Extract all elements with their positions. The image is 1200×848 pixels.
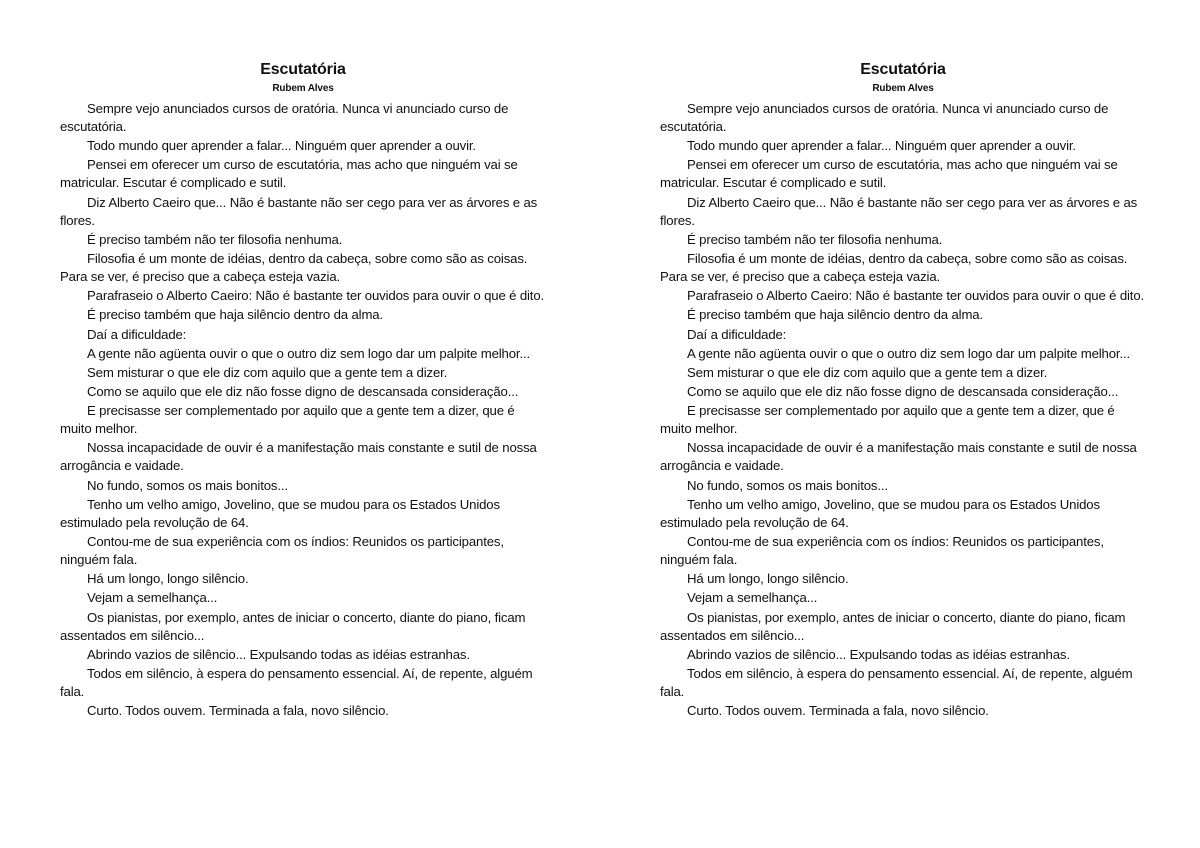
paragraph: Daí a dificuldade: <box>87 326 187 342</box>
paragraph: É preciso também que haja silêncio dentro da alma. <box>87 307 383 323</box>
document-body <box>60 100 546 720</box>
paragraph: É preciso também não ter filosofia nenhuma. <box>687 231 943 247</box>
paragraph: Parafraseio o Alberto Caeiro: Não é bastante ter ouvidos para ouvir o que é dito. <box>87 288 545 304</box>
paragraph: Filosofia é um monte de idéias, dentro da cabeça, sobre como são as coisas. Para se ver, é preciso que a cabeça esteja vazia. <box>660 250 1128 284</box>
paragraph: É preciso também que haja silêncio dentro da alma. <box>687 307 983 323</box>
paragraph: Curto. Todos ouvem. Terminada a fala, novo silêncio. <box>87 703 389 719</box>
paragraph: Sempre vejo anunciados cursos de oratória. Nunca vi anunciado curso de escutatória. <box>60 101 509 134</box>
paragraph: Pensei em oferecer um curso de escutatória, mas acho que ninguém vai se matricular. Escutar é complicado e sutil. <box>60 157 518 191</box>
paragraph: Há um longo, longo silêncio. <box>87 571 249 587</box>
paragraph: Filosofia é um monte de idéias, dentro da cabeça, sobre como são as coisas. Para se ver, é preciso que a cabeça esteja vazia. <box>60 250 528 284</box>
paragraph: Tenho um velho amigo, Jovelino, que se mudou para os Estados Unidos estimulado pela revolução de 64. <box>660 496 1100 530</box>
paragraph: Todos em silêncio, à espera do pensamento essencial. Aí, de repente, alguém fala. <box>60 665 533 699</box>
paragraph: Diz Alberto Caeiro que... Não é bastante não ser cego para ver as árvores e as flores. <box>60 194 538 228</box>
paragraph: Como se aquilo que ele diz não fosse digno de descansada consideração... <box>87 384 519 400</box>
document-author: Rubem Alves <box>872 83 934 94</box>
page-left <box>60 60 546 721</box>
paragraph: Abrindo vazios de silêncio... Expulsando todas as idéias estranhas. <box>87 646 470 662</box>
paragraph: Curto. Todos ouvem. Terminada a fala, novo silêncio. <box>687 703 989 719</box>
paragraph: Abrindo vazios de silêncio... Expulsando todas as idéias estranhas. <box>687 646 1070 662</box>
paragraph: Contou-me de sua experiência com os índios: Reunidos os participantes, ninguém fala. <box>660 534 1104 567</box>
paragraph: A gente não agüenta ouvir o que o outro diz sem logo dar um palpite melhor... <box>87 345 530 361</box>
paragraph: Nossa incapacidade de ouvir é a manifestação mais constante e sutil de nossa arrogância e vaidade. <box>660 440 1137 474</box>
document-title: Escutatória <box>260 61 346 78</box>
paragraph: Os pianistas, por exemplo, antes de iniciar o concerto, diante do piano, ficam assentados em silêncio... <box>660 609 1126 643</box>
document-author: Rubem Alves <box>272 83 334 94</box>
paragraph: Sem misturar o que ele diz com aquilo que a gente tem a dizer. <box>87 364 448 380</box>
paragraph: É preciso também não ter filosofia nenhuma. <box>87 231 343 247</box>
document-title: Escutatória <box>860 61 946 78</box>
document-body <box>660 100 1146 720</box>
paragraph: Daí a dificuldade: <box>687 326 787 342</box>
paragraph: Há um longo, longo silêncio. <box>687 571 849 587</box>
paragraph: Vejam a semelhança... <box>87 590 218 606</box>
paragraph: Como se aquilo que ele diz não fosse digno de descansada consideração... <box>687 384 1119 400</box>
paragraph: Todo mundo quer aprender a falar... Ninguém quer aprender a ouvir. <box>87 138 476 154</box>
paragraph: Contou-me de sua experiência com os índios: Reunidos os participantes, ninguém fala. <box>60 534 504 567</box>
paragraph: Todos em silêncio, à espera do pensamento essencial. Aí, de repente, alguém fala. <box>660 665 1133 699</box>
paragraph: A gente não agüenta ouvir o que o outro diz sem logo dar um palpite melhor... <box>687 345 1130 361</box>
paragraph: Nossa incapacidade de ouvir é a manifestação mais constante e sutil de nossa arrogância e vaidade. <box>60 440 537 474</box>
paragraph: Sem misturar o que ele diz com aquilo que a gente tem a dizer. <box>687 364 1048 380</box>
paragraph: Todo mundo quer aprender a falar... Ninguém quer aprender a ouvir. <box>687 138 1076 154</box>
paragraph: No fundo, somos os mais bonitos... <box>687 477 888 493</box>
paragraph: E precisasse ser complementado por aquilo que a gente tem a dizer, que é muito melhor. <box>660 403 1115 437</box>
page-right <box>660 60 1146 721</box>
paragraph: Os pianistas, por exemplo, antes de iniciar o concerto, diante do piano, ficam assentados em silêncio... <box>60 609 526 643</box>
paragraph: Parafraseio o Alberto Caeiro: Não é bastante ter ouvidos para ouvir o que é dito. <box>687 288 1145 304</box>
paragraph: Tenho um velho amigo, Jovelino, que se mudou para os Estados Unidos estimulado pela revolução de 64. <box>60 496 500 530</box>
paragraph: Sempre vejo anunciados cursos de oratória. Nunca vi anunciado curso de escutatória. <box>660 101 1109 134</box>
paragraph: Pensei em oferecer um curso de escutatória, mas acho que ninguém vai se matricular. Escutar é complicado e sutil. <box>660 157 1118 191</box>
paragraph: E precisasse ser complementado por aquilo que a gente tem a dizer, que é muito melhor. <box>60 403 515 437</box>
paragraph: Diz Alberto Caeiro que... Não é bastante não ser cego para ver as árvores e as flores. <box>660 194 1138 228</box>
paragraph: No fundo, somos os mais bonitos... <box>87 477 288 493</box>
paragraph: Vejam a semelhança... <box>687 590 818 606</box>
